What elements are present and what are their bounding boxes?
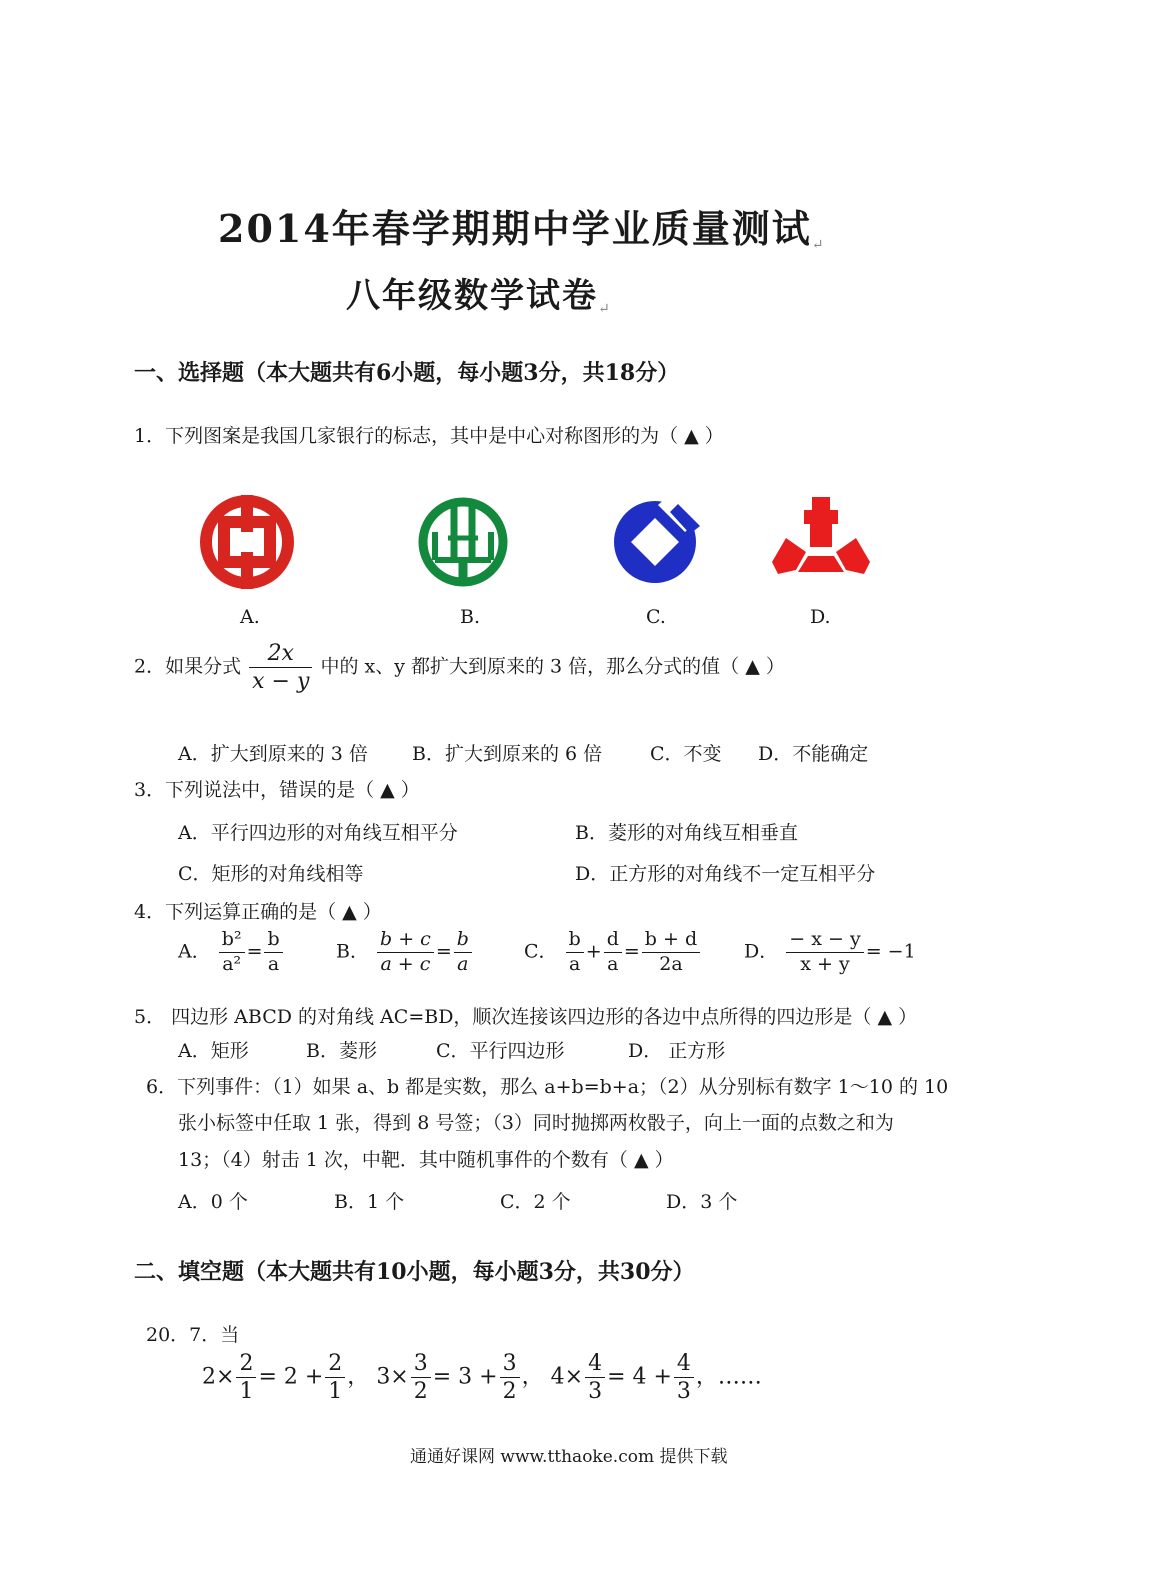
section-choice-heading: 一、选择题（本大题共有6小题，每小题3分，共18分） — [134, 360, 680, 386]
bank-logos — [190, 490, 890, 595]
q6-option-c: C．2 个 — [500, 1191, 571, 1213]
q1-label-c: C. — [646, 606, 666, 628]
q3-option-a: A．平行四边形的对角线互相平分 — [178, 822, 458, 844]
exam-title: 2014年春学期期中学业质量测试↵ — [218, 206, 826, 253]
q4-option-a: A． $\frac{\text{b²}}{\text{a²}}$ = $\frac{b}{a}$ — [178, 930, 285, 975]
question-2-text: 2．如果分式 $\frac{2x}{x - y}$ 中的 x、y 都扩大到原来的 3 倍，那么分式的值（ ▲ ） — [134, 641, 785, 695]
q2-fraction: $\frac{2x}{x - y}$ — [249, 642, 312, 693]
question-6-line-3: 13；（4）射击 1 次，中靶．其中随机事件的个数有（ ▲ ） — [178, 1149, 674, 1171]
q6-option-a: A．0 个 — [178, 1191, 248, 1213]
q3-option-c: C．矩形的对角线相等 — [178, 863, 364, 885]
q3-option-b: B．菱形的对角线互相垂直 — [575, 822, 798, 844]
question-6-line-1: 6．下列事件：（1）如果 a、b 都是实数，那么 a+b=b+a；（2）从分别标有数字 1～10 的 10 — [146, 1076, 949, 1098]
q1-label-a: A. — [240, 606, 260, 628]
q5-option-c: C．平行四边形 — [436, 1040, 565, 1062]
q2-option-a: A．扩大到原来的 3 倍 — [178, 743, 368, 765]
question-4-text: 4．下列运算正确的是（ ▲ ） — [134, 901, 382, 923]
question-6-line-2: 张小标签中任取 1 张，得到 8 号签；（3）同时抛掷两枚骰子，向上一面的点数之和为 — [178, 1112, 894, 1134]
q4-option-c: C． $\frac{b}{a}$ + $\frac{d}{a}$ = $\frac{b + d}{2a}$ — [524, 930, 702, 975]
q6-option-d: D．3 个 — [666, 1191, 738, 1213]
question-1-text: 1．下列图案是我国几家银行的标志，其中是中心对称图形的为（ ▲ ） — [134, 425, 724, 447]
q5-option-d: D． 正方形 — [628, 1040, 726, 1062]
q4-option-d: D． $\frac{- x - y}{x + y}$ = −1 — [744, 928, 916, 975]
q2-option-c: C．不变 — [650, 743, 722, 765]
ccb-logo-icon — [614, 496, 700, 583]
question-3-text: 3．下列说法中，错误的是（ ▲ ） — [134, 779, 420, 801]
question-7-text: 20．7．当 — [146, 1324, 240, 1346]
q1-label-d: D. — [810, 606, 831, 628]
q4-option-b: B． $\frac{b + c}{a + c}$ = $\frac{b}{a}$ — [336, 930, 474, 975]
boc-logo-icon — [206, 495, 288, 589]
q6-option-b: B．1 个 — [334, 1191, 405, 1213]
q3-option-d: D．正方形的对角线不一定互相平分 — [575, 863, 876, 885]
q2-option-b: B．扩大到原来的 6 倍 — [412, 743, 603, 765]
section-fill-heading: 二、填空题（本大题共有10小题，每小题3分，共30分） — [134, 1259, 695, 1285]
q5-option-a: A．矩形 — [178, 1040, 249, 1062]
footer-source: 通通好课网 www.tthaoke.com 提供下载 — [410, 1447, 728, 1467]
q5-option-b: B．菱形 — [306, 1040, 377, 1062]
q1-label-b: B. — [460, 606, 481, 628]
question-5-text: 5． 四边形 ABCD 的对角线 AC=BD，顺次连接该四边形的各边中点所得的四边形是（ ▲ ） — [134, 1006, 918, 1028]
exam-subtitle: 八年级数学试卷↵ — [346, 276, 612, 317]
q2-option-d: D．不能确定 — [758, 743, 869, 765]
abc-logo-icon — [423, 502, 503, 584]
q7-expression: 2× $\frac{2}{1}$ = 2 + $\frac{2}{1}$ ， 3× $\frac{3}{2}$ = 3 + $\frac{3}{2}$ ， 4× $\frac{4}{3}$ = 4 + $\frac{4}{3}$ ，…… — [202, 1351, 762, 1405]
bocom-logo-icon — [772, 497, 870, 574]
